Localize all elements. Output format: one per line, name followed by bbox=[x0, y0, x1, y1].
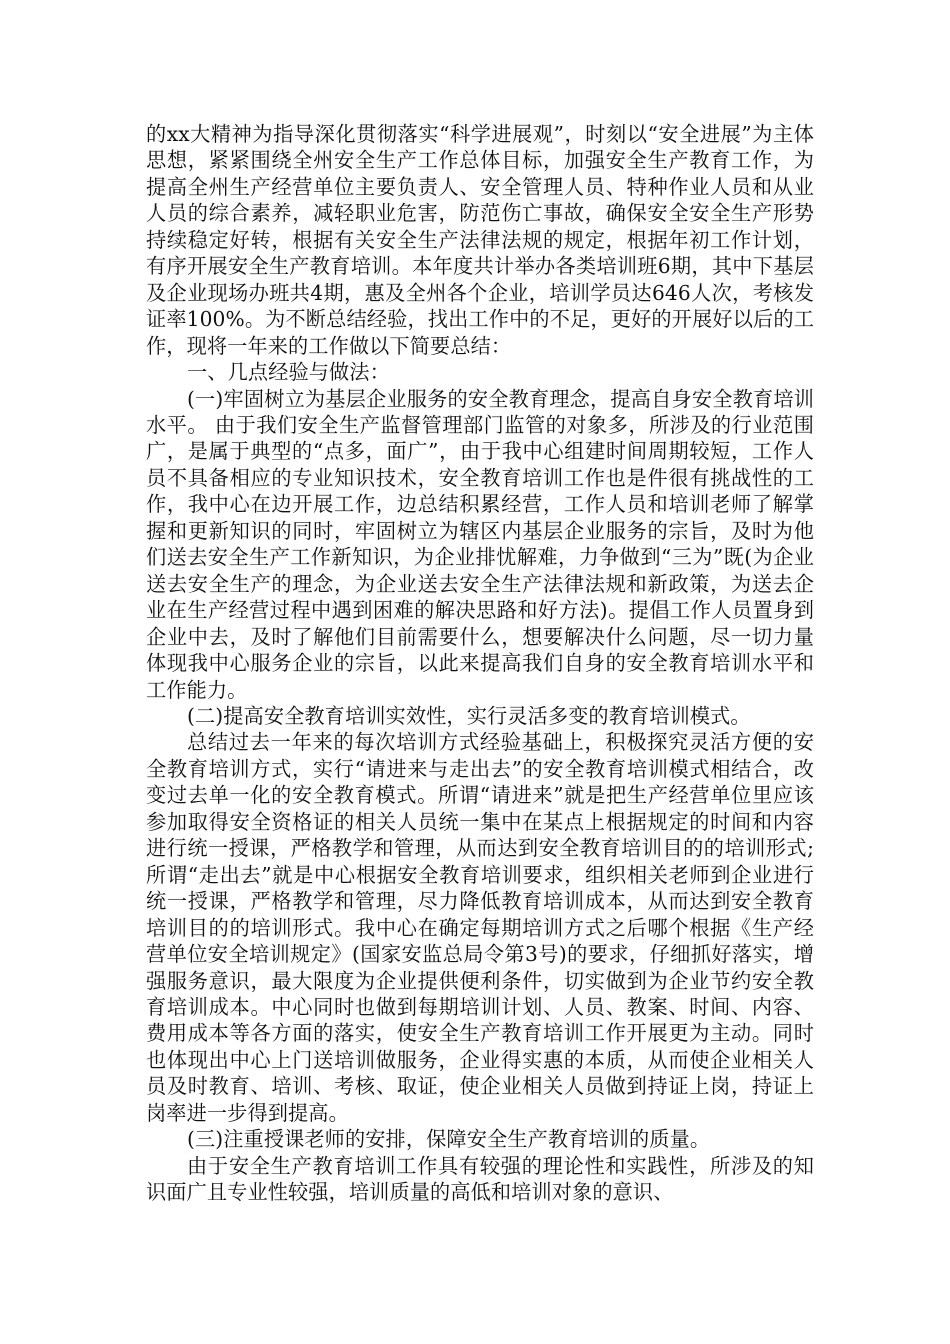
paragraph-training-modes: 总结过去一年来的每次培训方式经验基础上，积极探究灵活方便的安全教育培训方式，实行“请进来与走出去”的安全教育培训模式相结合，改变过去单一化的安全教育模式。所谓“请进来”就是把生产经营单位里应该参加取得安全资格证的相关人员统一集中在某点上根据规定的时间和内容进行统一授课，严格教学和管理，从而达到安全教育培训目的的培训形式;所谓“走出去”就是中心根据安全教育培训要求，组织相关老师到企业进行统一授课，严格教学和管理，尽力降低教育培训成本，从而达到安全教育培训目的的培训形式。我中心在确定每期培训方式之后哪个根据《生产经营单位安全培训规定》(国家安监总局令第3号)的要求，仔细抓好落实，增强服务意识，最大限度为企业提供便利条件，切实做到为企业节约安全教育培训成本。中心同时也做到每期培训计划、人员、教案、时间、内容、费用成本等各方面的落实，使安全生产教育培训工作开展更为主动。同时也体现出中心上门送培训做服务，企业得实惠的本质，从而使企业相关人员及时教育、培训、考核、取证，使企业相关人员做到持证上岗，持证上岗率进一步得到提高。 bbox=[146, 730, 814, 1125]
subheading-teacher-arrangement: (三)注重授课老师的安排，保障安全生产教育培训的质量。 bbox=[187, 1127, 711, 1152]
subheading-training-effectiveness: (二)提高安全教育培训实效性，实行灵活多变的教育培训模式。 bbox=[187, 703, 751, 728]
intro-paragraph: 的xx大精神为指导深化贯彻落实“科学进展观”，时刻以“安全进展”为主体思想，紧紧围绕全州安全生产工作总体目标，加强安全生产教育工作，为提高全州生产经营单位主要负责人、安全管理人员、特种作业人员和从业人员的综合素养，减轻职业危害，防范伤亡事故，确保安全安全生产形势持续稳定好转，根据有关安全生产法律法规的规定，根据年初工作计划，有序开展安全生产教育培训。本年度共计举办各类培训班6期，其中下基层及企业现场办班共4期，惠及全州各个企业，培训学员达646人次，考核发证率100%。为不断总结经验，找出工作中的不足，更好的开展好以后的工作，现将一年来的工作做以下简要总结： bbox=[146, 122, 814, 358]
paragraph-teacher-quality: 由于安全生产教育培训工作具有较强的理论性和实践性，所涉及的知识面广且专业性较强，培训质量的高低和培训对象的意识、 bbox=[146, 1153, 814, 1205]
document-page bbox=[146, 121, 814, 1206]
paragraph-service-concept: (一)牢固树立为基层企业服务的安全教育理念，提高自身安全教育培训水平。 由于我们安全生产监督管理部门监管的对象多，所涉及的行业范围广，是属于典型的“点多，面广”，由于我中心组建时间周期较短，工作人员不具备相应的专业知识技术，安全教育培训工作也是件很有挑战性的工作，我中心在边开展工作，边总结积累经营，工作人员和培训老师了解掌握和更新知识的同时，牢固树立为辖区内基层企业服务的宗旨，及时为他们送去安全生产工作新知识，为企业排忧解难，力争做到“三为”既(为企业送去安全生产的理念，为企业送去安全生产法律法规和新政策，为送去企业在生产经营过程中遇到困难的解决思路和好方法)。提倡工作人员置身到企业中去，及时了解他们目前需要什么，想要解决什么问题，尽一切力量体现我中心服务企业的宗旨，以此来提高我们自身的安全教育培训水平和工作能力。 bbox=[146, 386, 814, 702]
section-heading-experience: 一、几点经验与做法： bbox=[187, 360, 390, 385]
